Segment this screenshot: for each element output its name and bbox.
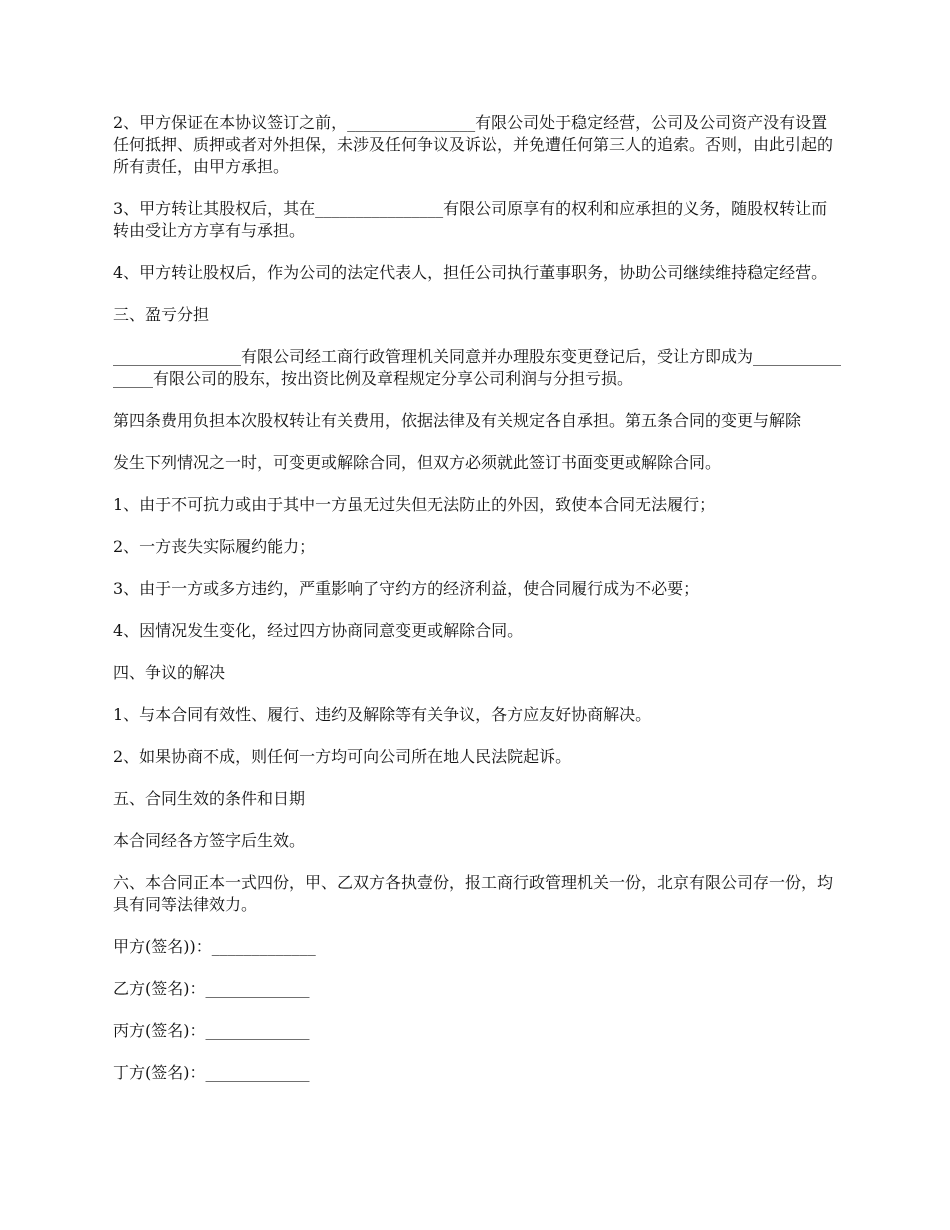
signature-party-b: 乙方(签名)：_____________: [113, 979, 310, 998]
effective-paragraph: 本合同经各方签字后生效。: [113, 831, 306, 850]
profit-loss-paragraph: ________________有限公司经工商行政管理机关同意并办理股东变更登记后，受让方即成为________________有限公司的股东，按出资比例及章程规定分享公司利润与分担亏损。: [113, 347, 842, 388]
dispute-item-1: 1、与本合同有效性、履行、违约及解除等有关争议，各方应友好协商解决。: [113, 705, 652, 724]
modification-item-4: 4、因情况发生变化，经过四方协商同意变更或解除合同。: [113, 621, 524, 640]
dispute-item-2: 2、如果协商不成，则任何一方均可向公司所在地人民法院起诉。: [113, 747, 572, 766]
clause-4-legal-representative: 4、甲方转让股权后，作为公司的法定代表人，担任公司执行董事职务，协助公司继续维持稳定经营。: [113, 263, 828, 282]
document-body: [113, 112, 843, 1104]
signature-party-c: 丙方(签名)：_____________: [113, 1021, 310, 1040]
signature-party-d: 丁方(签名)：_____________: [113, 1063, 310, 1082]
clause-3-rights-transfer: 3、甲方转让其股权后，其在________________有限公司原享有的权利和应承担的义务，随股权转让而转由受让方方享有与承担。: [113, 199, 828, 240]
section-heading-effective: 五、合同生效的条件和日期: [113, 789, 306, 808]
signature-party-a: 甲方(签名))：_____________: [113, 937, 316, 956]
article-4-5-paragraph: 第四条费用负担本次股权转让有关费用，依据法律及有关规定各自承担。第五条合同的变更与解除: [113, 411, 802, 430]
modification-item-1: 1、由于不可抗力或由于其中一方虽无过失但无法防止的外因，致使本合同无法履行；: [113, 495, 716, 514]
modification-item-3: 3、由于一方或多方违约，严重影响了守约方的经济利益，使合同履行成为不必要；: [113, 579, 700, 598]
modification-item-2: 2、一方丧失实际履约能力；: [113, 537, 316, 556]
section-six-copies: 六、本合同正本一式四份，甲、乙双方各执壹份，报工商行政管理机关一份，北京有限公司存一份，均具有同等法律效力。: [113, 873, 834, 914]
section-heading-dispute: 四、争议的解决: [113, 663, 226, 682]
section-heading-profit-loss: 三、盈亏分担: [113, 305, 210, 324]
clause-2-guarantee: 2、甲方保证在本协议签订之前，________________有限公司处于稳定经营，公司及公司资产没有设置任何抵押、质押或者对外担保，未涉及任何争议及诉讼，并免遭任何第三人的追索。否则，由此引起的所有责任，由甲方承担。: [113, 113, 834, 176]
modification-intro: 发生下列情况之一时，可变更或解除合同，但双方必须就此签订书面变更或解除合同。: [113, 453, 722, 472]
